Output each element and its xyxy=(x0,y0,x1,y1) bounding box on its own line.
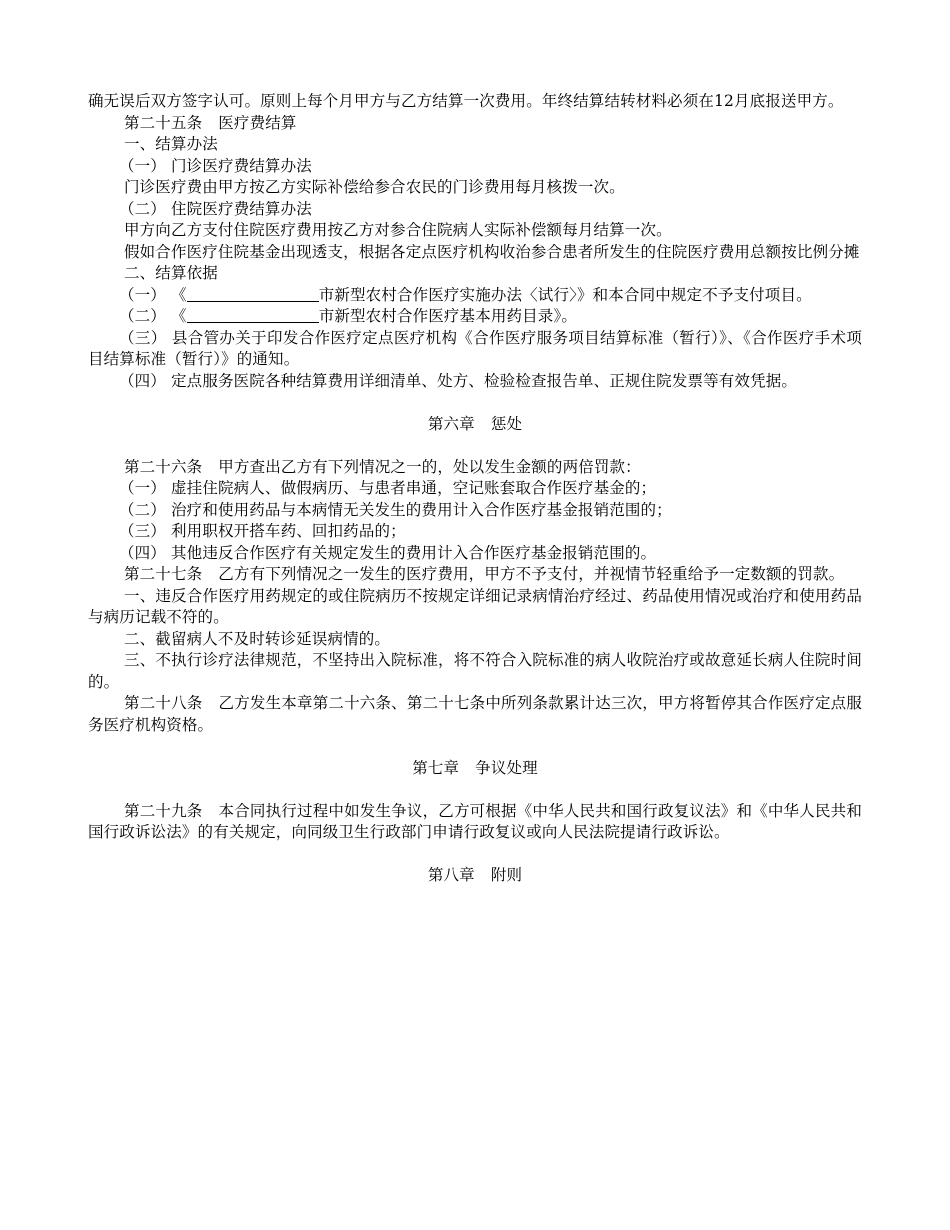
paragraph-text: 市新型农村合作医疗实施办法〈试行〉》和本合同中规定不予支付项目。 xyxy=(318,285,812,304)
paragraph: （一） 门诊医疗费结算办法 xyxy=(119,156,312,175)
paragraph: 二、截留病人不及时转诊延误病情的。 xyxy=(124,629,391,648)
chapter-title: 惩处 xyxy=(490,414,523,433)
paragraph-text: （一） 《 xyxy=(119,285,187,304)
paragraph: （三） 县合管办关于印发合作医疗定点医疗机构《合作医疗服务项目结算标准（暂行）》、《合作医疗手术项目结算标准（暂行）》的通知。 xyxy=(88,328,862,368)
paragraph: 一、结算办法 xyxy=(124,135,218,153)
blank-line xyxy=(88,736,862,758)
fill-in-blank xyxy=(187,307,319,323)
blank-line xyxy=(88,435,862,457)
article-number: 第二十七条 xyxy=(124,565,203,583)
article-paragraph xyxy=(88,457,862,479)
paragraph: （二） 住院医疗费结算办法 xyxy=(119,199,312,218)
chapter-heading xyxy=(88,758,862,780)
article-number: 第二十九条 xyxy=(124,801,203,820)
article-number: 第二十六条 xyxy=(124,457,203,476)
paragraph: 门诊医疗费由甲方按乙方实际补偿给参合农民的门诊费用每月核拨一次。 xyxy=(124,178,625,196)
document-page xyxy=(88,91,862,887)
paragraph-text: （二） 《 xyxy=(119,307,187,325)
article-number: 第二十五条 xyxy=(124,113,203,132)
article-text: 医疗费结算 xyxy=(218,113,297,132)
chapter-title: 争议处理 xyxy=(475,758,538,777)
article-text: 本合同执行过程中如发生争议，乙方可根据《中华人民共和国行政复议法》和《中华人民共和国行政诉讼法》的有关规定，向同级卫生行政部门申请行政复议或向人民法院提请行政诉讼。 xyxy=(88,801,862,841)
chapter-number: 第六章 xyxy=(427,414,475,433)
paragraph-with-blank xyxy=(88,306,862,328)
article-text: 乙方发生本章第二十六条、第二十七条中所列条款累计达三次，甲方将暂停其合作医疗定点服务医疗机构资格。 xyxy=(88,694,862,734)
chapter-heading xyxy=(88,865,862,887)
article-paragraph xyxy=(88,564,862,586)
chapter-number: 第八章 xyxy=(427,866,475,884)
chapter-title: 附则 xyxy=(490,866,523,884)
paragraph: （一） 虚挂住院病人、做假病历、与患者串通，空记账套取合作医疗基金的； xyxy=(119,479,657,497)
paragraph: （四） 其他违反合作医疗有关规定发生的费用计入合作医疗基金报销范围的。 xyxy=(119,543,657,562)
paragraph: 甲方向乙方支付住院医疗费用按乙方对参合住院病人实际补偿额每月结算一次。 xyxy=(124,221,672,239)
paragraph: （四） 定点服务医院各种结算费用详细清单、处方、检验检查报告单、正规住院发票等有效凭据。 xyxy=(119,371,798,390)
article-paragraph xyxy=(88,801,862,844)
paragraph-with-blank xyxy=(88,285,862,307)
chapter-heading xyxy=(88,414,862,436)
article-number: 第二十八条 xyxy=(124,694,203,712)
paragraph: 确无误后双方签字认可。原则上每个月甲方与乙方结算一次费用。年终结算结转材料必须在12月底报送甲方。 xyxy=(88,92,844,110)
paragraph: 三、不执行诊疗法律规范，不坚持出入院标准，将不符合入院标准的病人收院治疗或故意延长病人住院时间的。 xyxy=(88,651,862,691)
blank-line xyxy=(88,844,862,866)
paragraph: （二） 治疗和使用药品与本病情无关发生的费用计入合作医疗基金报销范围的； xyxy=(119,500,672,519)
article-text: 甲方查出乙方有下列情况之一的，处以发生金额的两倍罚款： xyxy=(218,457,641,476)
article-text: 乙方有下列情况之一发生的医疗费用，甲方不予支付，并视情节轻重给予一定数额的罚款。 xyxy=(218,565,845,583)
blank-line xyxy=(88,779,862,801)
blank-line xyxy=(88,392,862,414)
chapter-number: 第七章 xyxy=(412,758,460,777)
paragraph: 二、结算依据 xyxy=(124,264,218,282)
article-paragraph xyxy=(88,113,862,135)
paragraph: 一、违反合作医疗用药规定的或住院病历不按规定详细记录病情治疗经过、药品使用情况或治疗和使用药品与病历记载不符的。 xyxy=(88,586,862,626)
paragraph: 假如合作医疗住院基金出现透支，根据各定点医疗机构收治参合患者所发生的住院医疗费用总额按比例分摊 xyxy=(124,242,860,261)
article-paragraph xyxy=(88,693,862,736)
paragraph: （三） 利用职权开搭车药、回扣药品的； xyxy=(119,522,406,540)
paragraph-text: 市新型农村合作医疗基本用药目录》。 xyxy=(318,307,577,325)
fill-in-blank xyxy=(187,286,319,302)
